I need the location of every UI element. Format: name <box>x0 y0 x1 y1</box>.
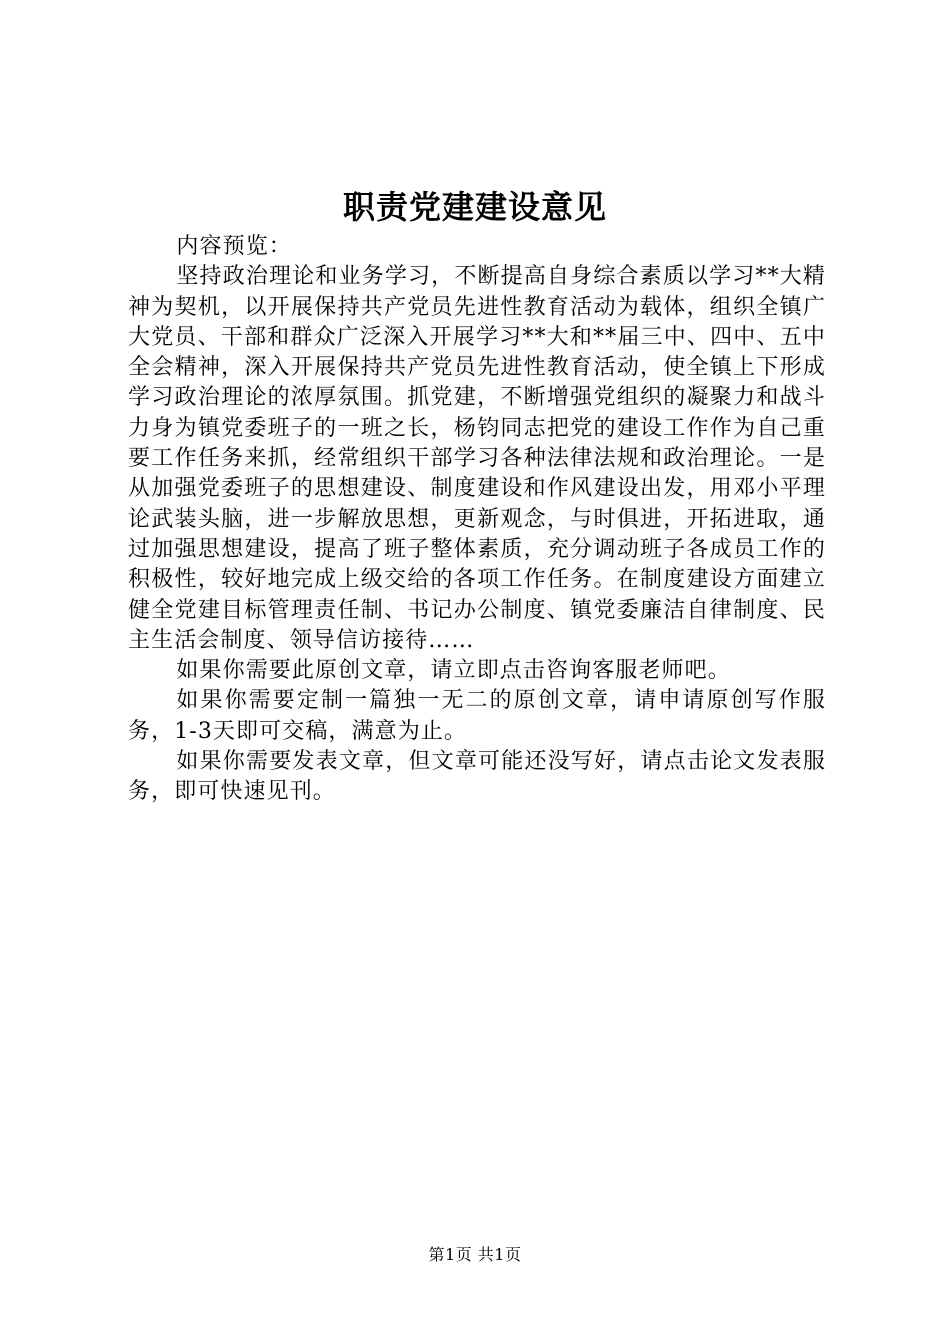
notice-original-article: 如果你需要此原创文章，请立即点击咨询客服老师吧。 <box>176 658 731 684</box>
notice-custom-writing: 如果你需要定制一篇独一无二的原创文章，请申请原创写作服务，1-3天即可交稿，满意为止。 <box>128 688 826 744</box>
body-paragraph: 坚持政治理论和业务学习，不断提高自身综合素质以学习**大精神为契机，以开展保持共产党员先进性教育活动为载体，组织全镇广大党员、干部和群众广泛深入开展学习**大和**届三中、四中、五中全会精神，深入开展保持共产党员先进性教育活动，使全镇上下形成学习政治理论的浓厚氛围。抓党建，不断增强党组织的凝聚力和战斗力身为镇党委班子的一班之长，杨钧同志把党的建设工作作为自己重要工作任务来抓，经常组织干部学习各种法律法规和政治理论。一是从加强党委班子的思想建设、制度建设和作风建设出发，用邓小平理论武装头脑，进一步解放思想，更新观念，与时俱进，开拓进取，通过加强思想建设，提高了班子整体素质，充分调动班子各成员工作的积极性，较好地完成上级交给的各项工作任务。在制度建设方面建立健全党建目标管理责任制、书记办公制度、镇党委廉洁自律制度、民主生活会制度、领导信访接待…… <box>128 264 826 653</box>
preview-label: 内容预览： <box>176 234 292 259</box>
document-content <box>128 232 826 808</box>
notice-publication-service: 如果你需要发表文章，但文章可能还没写好，请点击论文发表服务，即可快速见刊。 <box>128 749 826 805</box>
page-footer: 第1页 共1页 <box>428 1245 522 1264</box>
document-title: 职责党建建设意见 <box>342 188 607 226</box>
